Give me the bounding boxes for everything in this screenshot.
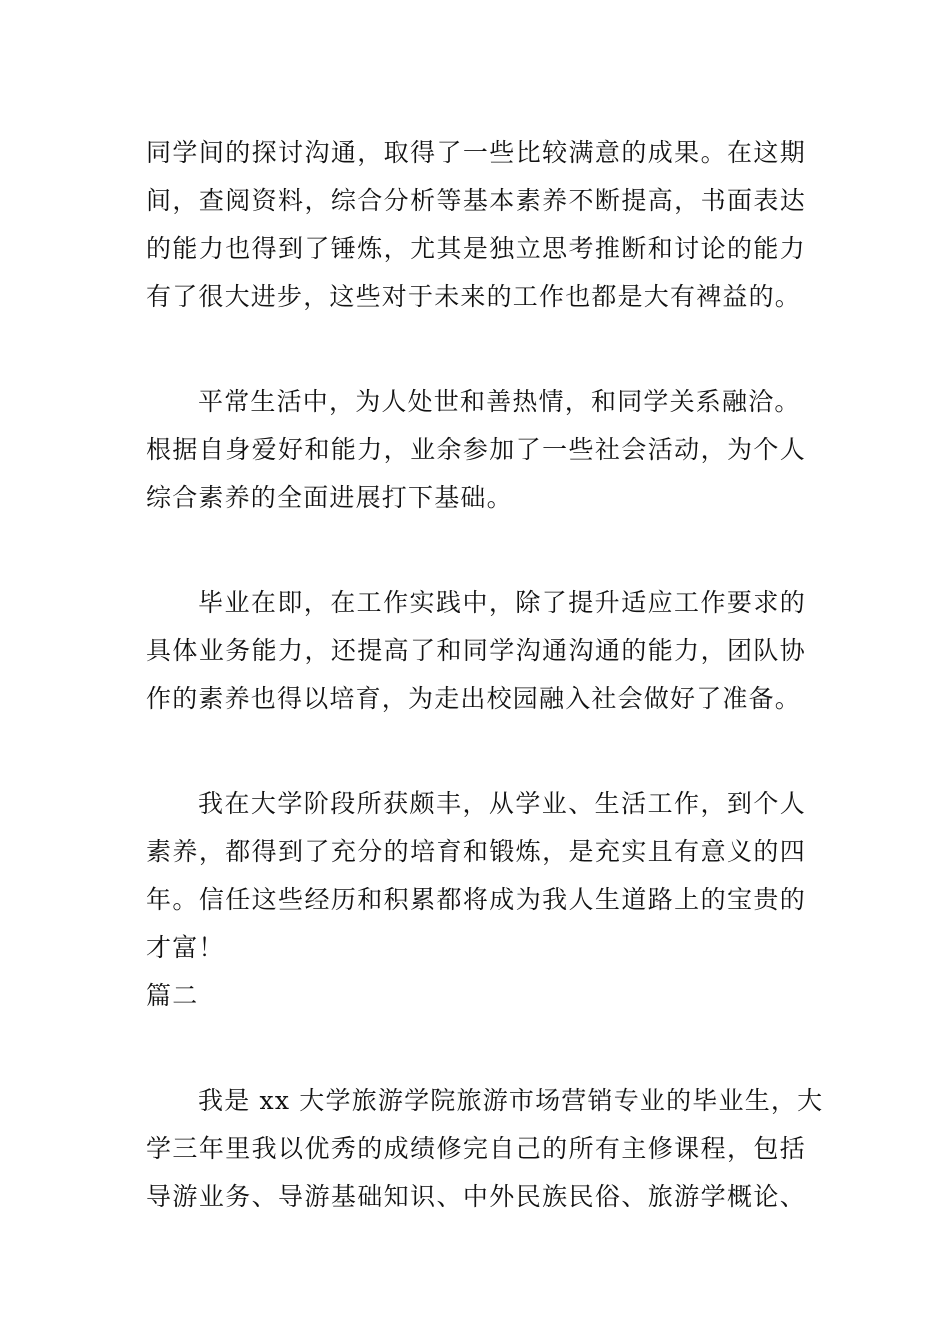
paragraph-line: 的能力也得到了锤炼，尤其是独立思考推断和讨论的能力 <box>146 234 806 263</box>
paragraph-line: 才富！ <box>146 933 225 962</box>
paragraph-gap <box>146 723 806 780</box>
document-body <box>146 129 824 1221</box>
paragraph-line: 素养，都得到了充分的培育和锻炼，是充实且有意义的四 <box>146 837 806 866</box>
paragraph-line: 我是 xx 大学旅游学院旅游市场营销专业的毕业生，大 <box>198 1086 824 1115</box>
paragraph-line: 根据自身爱好和能力，业余参加了一些社会活动，为个人 <box>146 435 806 464</box>
paragraph-line: 年。信任这些经历和积累都将成为我人生道路上的宝贵的 <box>146 885 806 914</box>
paragraph-line: 间，查阅资料，综合分析等基本素养不断提高，书面表达 <box>146 186 806 215</box>
paragraph-line: 作的素养也得以培育，为走出校园融入社会做好了准备。 <box>146 684 802 713</box>
paragraph-line: 毕业在即，在工作实践中，除了提升适应工作要求的 <box>198 588 806 617</box>
paragraph-3 <box>146 579 806 723</box>
paragraph-line: 平常生活中，为人处世和善热情，和同学关系融洽。 <box>198 387 801 416</box>
paragraph-line: 我在大学阶段所获颇丰，从学业、生活工作，到个人 <box>198 789 806 818</box>
paragraph-line: 具体业务能力，还提高了和同学沟通沟通的能力，团队协 <box>146 636 806 665</box>
paragraph-gap <box>146 1020 806 1077</box>
paragraph-line: 学三年里我以优秀的成绩修完自己的所有主修课程，包括 <box>146 1134 806 1163</box>
paragraph-gap <box>146 522 806 579</box>
paragraph-5 <box>146 1077 824 1221</box>
paragraph-line: 导游业务、导游基础知识、中外民族民俗、旅游学概论、 <box>146 1182 806 1211</box>
paragraph-4 <box>146 780 806 972</box>
section-heading: 篇二 <box>146 981 199 1010</box>
paragraph-line: 有了很大进步，这些对于未来的工作也都是大有裨益的。 <box>146 282 802 311</box>
paragraph-gap <box>146 321 806 378</box>
paragraph-line: 综合素养的全面进展打下基础。 <box>146 483 513 512</box>
paragraph-line: 同学间的探讨沟通，取得了一些比较满意的成果。在这期 <box>146 138 806 167</box>
paragraph-1 <box>146 129 806 321</box>
paragraph-2 <box>146 378 806 522</box>
